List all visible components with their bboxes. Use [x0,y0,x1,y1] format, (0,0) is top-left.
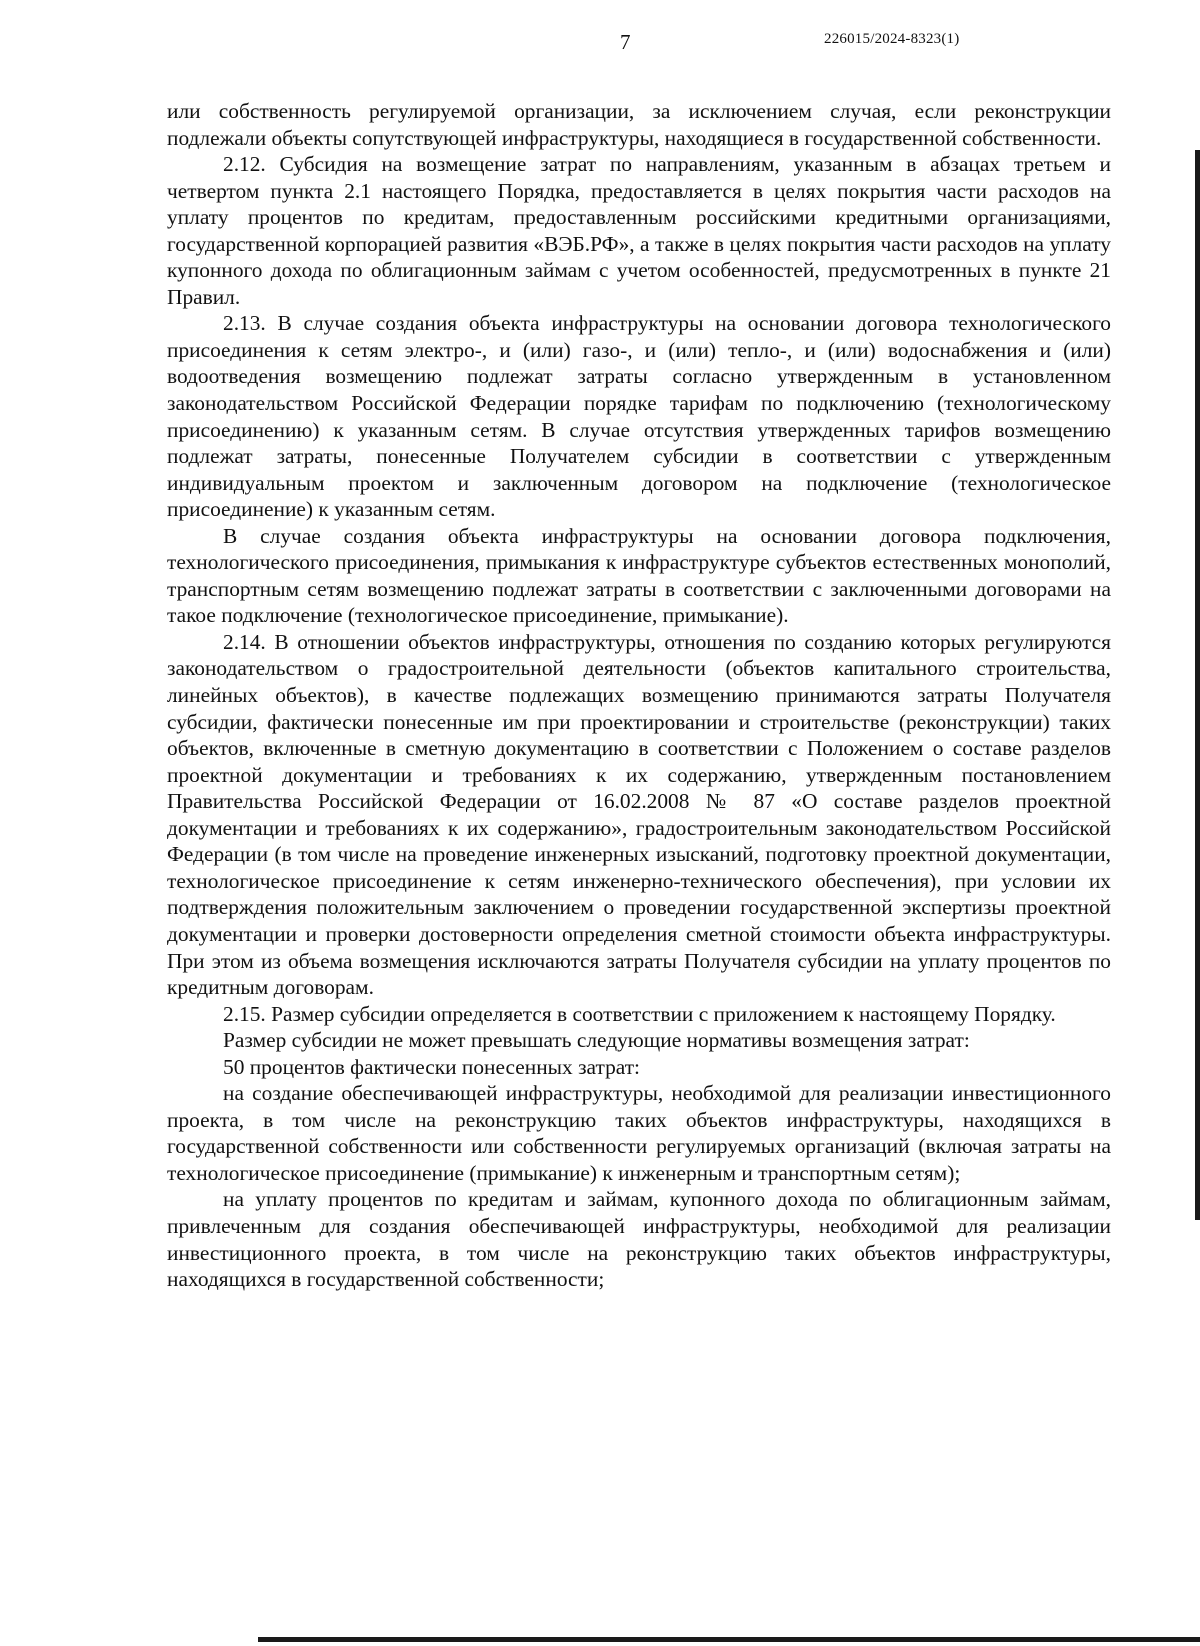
scan-edge-right [1195,150,1200,1220]
document-body [167,98,1111,1293]
paragraph-interest-costs: на уплату процентов по кредитам и займам, купонного дохода по облигационным займам, привлеченным для создания обеспечивающей инфраструктуры, необходимой для реализации инвестиционного проекта, в том числе на реконструкцию таких объектов инфраструктуры, находящихся в государственной собственности; [167,1187,1111,1292]
paragraph-continuation: или собственность регулируемой организации, за исключением случая, если реконструкции подлежали объекты сопутствующей инфраструктуры, находящиеся в государственной собственности. [167,99,1111,150]
paragraph-subsidy-limit: Размер субсидии не может превышать следующие нормативы возмещения затрат: [223,1028,970,1053]
paragraph-2-13-connection: В случае создания объекта инфраструктуры на основании договора подключения, технологического присоединения, примыкания к инфраструктуре субъектов естественных монополий, транспортным сетям возмещению подлежат затраты в соответствии с заключенными договорами на такое подключение (технологическое присоединение, примыкание). [167,523,1111,628]
paragraph-fifty-percent: 50 процентов фактически понесенных затрат: [223,1054,641,1079]
paragraph-2-13: 2.13. В случае создания объекта инфраструктуры на основании договора технологического присоединения к сетям электро-, и (или) газо-, и (или) тепло-, и (или) водоснабжения и (или) водоотведения возмещению подлежат затраты согласно утвержденным в установленном законодательством Российской Федерации порядке тарифам по подключению (технологическому присоединению) к указанным сетям. В случае отсутствия утвержденных тарифов возмещению подлежат затраты, понесенные Получателем субсидии в соответствии с утвержденным индивидуальным проектом и заключенным договором на подключение (технологическое присоединение) к указанным сетям. [167,311,1111,522]
paragraph-2-12: 2.12. Субсидия на возмещение затрат по направлениям, указанным в абзацах третьем и четвертом пункта 2.1 настоящего Порядка, предоставляется в целях покрытия части расходов на уплату процентов по кредитам, предоставленным российскими кредитными организациями, государственной корпорацией развития «ВЭБ.РФ», а также в целях покрытия части расходов на уплату купонного дохода по облигационным займам с учетом особенностей, предусмотренных в пункте 21 Правил. [167,152,1111,309]
scan-edge-bottom [258,1637,1200,1642]
paragraph-2-14: 2.14. В отношении объектов инфраструктуры, отношения по созданию которых регулируются законодательством о градостроительной деятельности (объектов капитального строительства, линейных объектов), в качестве подлежащих возмещению принимаются затраты Получателя субсидии, фактически понесенные им при проектировании и строительстве (реконструкции) таких объектов, включенные в сметную документацию в соответствии с Положением о составе разделов проектной документации и требованиях к их содержанию, утвержденным постановлением Правительства Российской Федерации от 16.02.2008 № 87 «О составе разделов проектной документации и требованиях к их содержанию», градостроительным законодательством Российской Федерации (в том числе на проведение инженерных изысканий, подготовку проектной документации, технологическое присоединение к сетям инженерно-технического обеспечения), при условии их подтверждения положительным заключением о проведении государственной экспертизы проектной документации и проверки достоверности определения сметной стоимости объекта инфраструктуры. При этом из объема возмещения исключаются затраты Получателя субсидии на уплату процентов по кредитным договорам. [167,629,1111,1000]
paragraph-infrastructure-costs: на создание обеспечивающей инфраструктуры, необходимой для реализации инвестиционного проекта, в том числе на реконструкцию таких объектов инфраструктуры, находящихся в государственной собственности или собственности регулируемых организаций (включая затраты на технологическое присоединение (примыкание) к инженерным и транспортным сетям); [167,1081,1111,1185]
paragraph-2-15: 2.15. Размер субсидии определяется в соответствии с приложением к настоящему Порядку. [223,1001,1056,1026]
page-number: 7 [620,30,631,54]
document-id: 226015/2024-8323(1) [824,31,960,47]
